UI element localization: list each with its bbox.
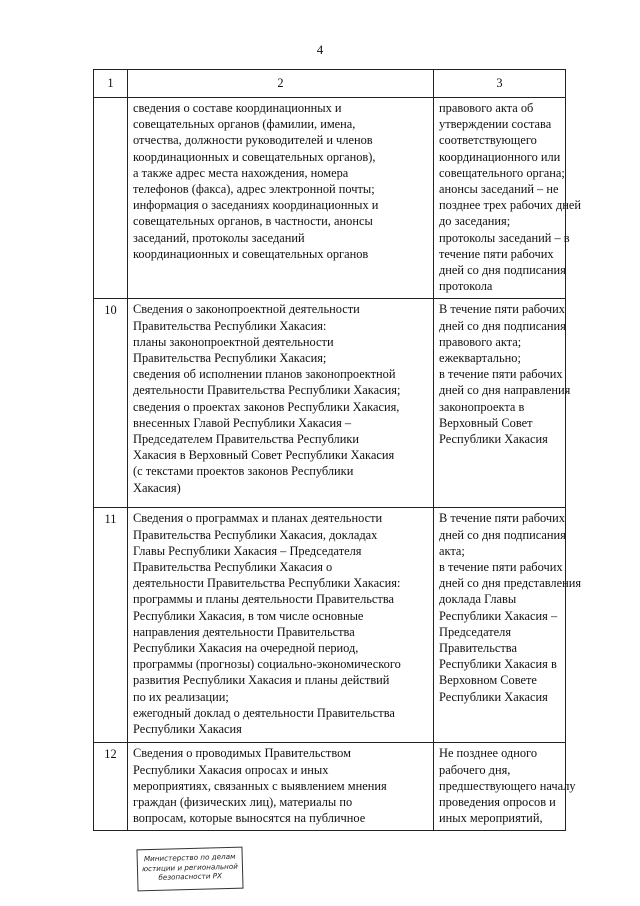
- text-line: Правительства Республики Хакасия, докладах: [133, 527, 378, 542]
- text-line: дней со дня подписания: [439, 263, 566, 278]
- text-line: дней со дня представления: [439, 576, 582, 591]
- text-line: В течение пяти рабочих: [439, 511, 565, 526]
- information-description: [128, 508, 434, 743]
- text-line: иных мероприятий,: [439, 811, 543, 826]
- text-line: Председателем Правительства Республики: [133, 432, 360, 447]
- text-line: Хакасия в Верховный Совет Республики Хакасия: [133, 448, 395, 463]
- text-line: законопроекта в: [439, 399, 525, 414]
- text-line: планы законопроектной деятельности: [133, 334, 334, 349]
- stamp-line: безопасности РХ: [158, 871, 223, 882]
- column-header-1: 1: [94, 70, 128, 98]
- text-line: Верховном Совете: [439, 673, 537, 688]
- row-number: 11: [94, 508, 128, 743]
- column-header-2: 2: [128, 70, 434, 98]
- text-line: Верховный Совет: [439, 415, 533, 430]
- text-line: координационного или: [439, 149, 561, 164]
- text-line: координационных и совещательных органов: [133, 246, 369, 261]
- text-line: по их реализации;: [133, 689, 229, 704]
- text-line: программы (прогнозы) социально-экономического: [133, 657, 401, 672]
- text-line: сведения о составе координационных и: [133, 101, 342, 115]
- text-line: отчества, должности руководителей и членов: [133, 133, 373, 148]
- text-line: телефонов (факса), адрес электронной почты;: [133, 182, 375, 197]
- deadline-description: [434, 508, 582, 743]
- text-line: мероприятиях, связанных с выявлением мнения: [133, 778, 387, 793]
- text-line: дней со дня подписания: [439, 318, 566, 333]
- text-line: в течение пяти рабочих: [439, 367, 563, 382]
- text-line: программы и планы деятельности Правительства: [133, 592, 395, 607]
- text-line: дней со дня подписания: [439, 527, 566, 542]
- text-line: доклада Главы: [439, 592, 517, 607]
- text-line: ежеквартально;: [439, 351, 521, 366]
- page-number: 4: [316, 42, 324, 57]
- row-number: 12: [94, 743, 128, 831]
- table-row: [94, 299, 566, 508]
- deadline-description: [434, 98, 582, 299]
- text-line: акта;: [439, 543, 465, 558]
- document-table: [93, 69, 582, 831]
- column-header-3: 3: [434, 70, 566, 98]
- text-line: Главы Республики Хакасия – Председателя: [133, 543, 362, 558]
- text-line: утверждении состава: [439, 117, 552, 132]
- text-line: сведения о проектах законов Республики Хакасия,: [133, 399, 400, 414]
- text-line: ежегодный доклад о деятельности Правительства: [133, 705, 395, 720]
- text-line: до заседания;: [439, 214, 511, 229]
- text-line: Сведения о проводимых Правительством: [133, 746, 351, 761]
- information-description: [128, 98, 434, 299]
- text-line: Председателя: [439, 624, 512, 639]
- text-line: протокола: [439, 279, 493, 294]
- deadline-description: [434, 743, 576, 831]
- text-line: Сведения о законопроектной деятельности: [133, 302, 360, 317]
- row-number: 10: [94, 299, 128, 508]
- text-line: Правительства Республики Хакасия:: [133, 318, 327, 333]
- text-line: анонсы заседаний – не: [439, 182, 559, 197]
- text-line: предшествующего началу: [439, 778, 576, 793]
- table-row: [94, 98, 566, 299]
- text-line: Республики Хакасия опросах и иных: [133, 762, 329, 777]
- text-line: Республики Хакасия: [439, 689, 548, 704]
- text-line: Не позднее одного: [439, 746, 538, 761]
- ministry-stamp: [136, 847, 243, 892]
- text-line: деятельности Правительства Республики Хакасия:: [133, 576, 401, 591]
- text-line: дней со дня направления: [439, 383, 571, 398]
- text-line: соответствующего: [439, 133, 537, 148]
- text-line: В течение пяти рабочих: [439, 302, 565, 317]
- text-line: рабочего дня,: [439, 762, 511, 777]
- text-line: Республики Хакасия на очередной период,: [133, 641, 359, 656]
- information-description: [128, 299, 434, 508]
- stamp-line: юстиции и региональной: [141, 861, 238, 873]
- text-line: проведения опросов и: [439, 795, 556, 810]
- text-line: граждан (физических лиц), материалы по: [133, 795, 353, 810]
- text-line: Сведения о программах и планах деятельности: [133, 511, 383, 526]
- text-line: Республики Хакасия: [439, 432, 548, 447]
- text-line: внесенных Главой Республики Хакасия –: [133, 415, 352, 430]
- table-row: [94, 508, 566, 743]
- text-line: позднее трех рабочих дней: [439, 198, 582, 213]
- text-line: правового акта об: [439, 101, 534, 115]
- text-line: правового акта;: [439, 334, 522, 349]
- text-line: направления деятельности Правительства: [133, 624, 355, 639]
- row-number: [94, 98, 128, 299]
- table-header-row: [94, 70, 566, 98]
- text-line: деятельности Правительства Республики Хакасия;: [133, 383, 401, 398]
- text-line: протоколы заседаний – в: [439, 230, 570, 245]
- text-line: Республики Хакасия, в том числе основные: [133, 608, 364, 623]
- text-line: координационных и совещательных органов),: [133, 149, 376, 164]
- text-line: Хакасия): [133, 480, 181, 495]
- text-line: Правительства: [439, 641, 517, 656]
- text-line: заседаний, протоколы заседаний: [133, 230, 305, 245]
- text-line: вопросам, которые выносятся на публичное: [133, 811, 366, 826]
- text-line: совещательных органов (фамилии, имена,: [133, 117, 356, 132]
- text-line: совещательных органов, в частности, анонсы: [133, 214, 373, 229]
- text-line: информация о заседаниях координационных и: [133, 198, 379, 213]
- stamp-line: Министерство по делам: [143, 851, 236, 864]
- table-row: [94, 743, 566, 831]
- text-line: течение пяти рабочих: [439, 246, 554, 261]
- text-line: (с текстами проектов законов Республики: [133, 464, 354, 479]
- text-line: Республики Хакасия –: [439, 608, 558, 623]
- deadline-description: [434, 299, 571, 508]
- text-line: Правительства Республики Хакасия;: [133, 351, 327, 366]
- text-line: в течение пяти рабочих: [439, 560, 563, 575]
- text-line: а также адрес места нахождения, номера: [133, 165, 349, 180]
- text-line: Республики Хакасия: [133, 722, 242, 737]
- text-line: развития Республики Хакасия и планы действий: [133, 673, 390, 688]
- text-line: Правительства Республики Хакасия о: [133, 560, 333, 575]
- information-description: [128, 743, 434, 831]
- text-line: совещательного органа;: [439, 165, 565, 180]
- text-line: сведения об исполнении планов законопроектной: [133, 367, 396, 382]
- text-line: Республики Хакасия в: [439, 657, 557, 672]
